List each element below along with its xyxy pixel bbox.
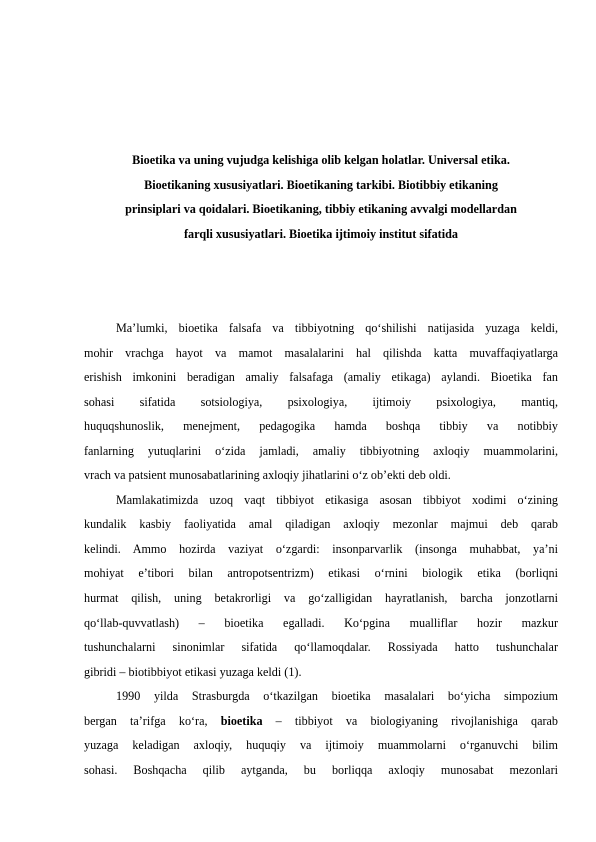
text-line: tushunchalarni sinonimlar sifatida qo‘llamoqdalar. Rossiyada hatto tushunchalar: [84, 640, 558, 655]
text-line-with-term: [84, 709, 558, 734]
document-body: [84, 316, 558, 782]
text-line: sohasi sifatida sotsiologiya, psixologiya, ijtimoiy psixologiya, mantiq,: [84, 394, 558, 409]
text-line: Ma’lumki, bioetika falsafa va tibbiyotning qo‘shilishi natijasida yuzaga keldi,: [116, 321, 558, 335]
title-line: Bioetikaning xususiyatlari. Bioetikaning tarkibi. Biotibbiy etikaning: [144, 177, 498, 192]
text-line: mohiyat e’tibori bilan antropotsentrizm) etikasi o‘rnini biologik etika (borliqni: [84, 566, 558, 581]
paragraph-1: [84, 316, 558, 488]
text-run: bergan ta’rifga ko‘ra,: [84, 713, 221, 728]
text-line: vrach va patsient munosabatlarining axloqiy jihatlarini o‘z ob’ekti deb oldi.: [84, 468, 451, 483]
document-title: [84, 148, 558, 246]
paragraph-2: [84, 488, 558, 684]
text-line: kelindi. Ammo hozirda vaziyat o‘zgardi: insonparvarlik (insonga muhabbat, ya’ni: [84, 541, 558, 556]
text-line: qo‘llab-quvvatlash) – bioetika egalladi. Ko‘pgina mualliflar hozir mazkur: [84, 615, 558, 630]
text-run: – tibbiyot va biologiyaning rivojlanishiga qarab: [262, 713, 558, 728]
paragraph-3: [84, 684, 558, 782]
title-line: Bioetika va uning vujudga kelishiga olib kelgan holatlar. Universal etika.: [132, 153, 510, 167]
text-line: huquqshunoslik, menejment, pedagogika hamda boshqa tibbiy va notibbiy: [84, 419, 558, 434]
text-line: Mamlakatimizda uzoq vaqt tibbiyot etikasiga asosan tibbiyot xodimi o‘zining: [116, 492, 558, 507]
text-line: erishish imkonini beradigan amaliy falsafaga (amaliy etikaga) aylandi. Bioetika fan: [84, 370, 558, 385]
text-line: mohir vrachga hayot va mamot masalalarini hal qilishda katta muvaffaqiyatlarga: [84, 345, 558, 360]
text-line: fanlarning yutuqlarini o‘zida jamladi, amaliy tibbiyotning axloqiy muammolarini,: [84, 443, 558, 458]
text-line: hurmat qilish, uning betakrorligi va go‘zalligidan hayratlanish, barcha jonzotlarni: [84, 591, 558, 606]
text-line: 1990 yilda Strasburgda o‘tkazilgan bioetika masalalari bo‘yicha simpozium: [116, 689, 558, 704]
text-line: sohasi. Boshqacha qilib aytganda, bu borliqqa axloqiy munosabat mezonlari: [84, 762, 558, 777]
title-line: farqli xususiyatlari. Bioetika ijtimoiy institut sifatida: [183, 226, 458, 241]
bold-term: bioetika: [220, 713, 263, 728]
title-line: prinsiplari va qoidalari. Bioetikaning, tibbiy etikaning avvalgi modellardan: [125, 202, 517, 217]
text-line: yuzaga keladigan axloqiy, huquqiy va ijtimoiy muammolarni o‘rganuvchi bilim: [84, 738, 558, 753]
text-line: gibridi – biotibbiyot etikasi yuzaga keldi (1).: [84, 664, 302, 679]
text-line: kundalik kasbiy faoliyatida amal qiladigan axloqiy mezonlar majmui deb qarab: [84, 517, 558, 532]
